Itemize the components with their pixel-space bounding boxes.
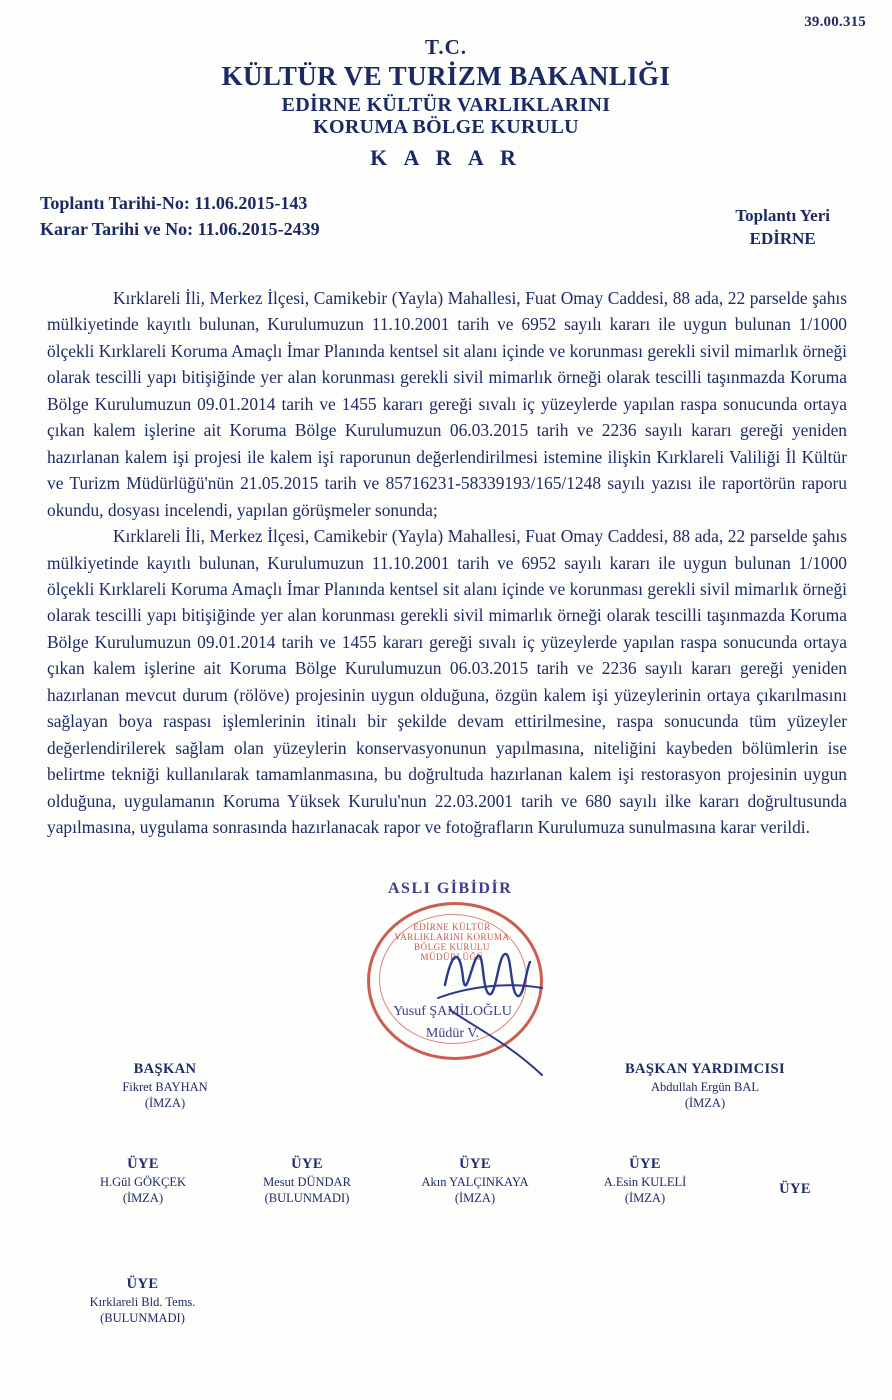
stamp-ring-text: EDİRNE KÜLTÜR VARLIKLARINI KORUMA BÖLGE KURULU MÜDÜRLÜĞÜ: [394, 922, 510, 962]
header-ministry: KÜLTÜR VE TURİZM BAKANLIĞI: [221, 60, 671, 91]
header-board-line1: EDİRNE KÜLTÜR VARLIKLARINI: [281, 93, 611, 116]
signature-person: H.Gül GÖKÇEK: [99, 1175, 187, 1190]
document-header: [0, 36, 892, 170]
body-paragraph-2: Kırklareli İli, Merkez İlçesi, Camikebir (Yayla) Mahallesi, Fuat Omay Caddesi, 88 ada, 22 parselde şahıs mülkiyetinde kayıtlı bulunan, Kurulumuzun 11.10.2001 tarih ve 6952 sayılı kararı ile uygun bulunan 1/1000 ölçekli Kırklareli Koruma Amaçlı İmar Planında kentsel sit alanı içinde ve korunması gerekli sivil mimarlık örneği olarak tescilli yapı bitişiğinde yer alan korunması gerekli sivil mimarlık örneği olarak tescilli taşınmazda Koruma Bölge Kurulumuzun 09.01.2014 tarih ve 1455 kararı gereği sıvalı iç yüzeylerde yapılan raspa sonucunda ortaya çıkan kalem işlerine ait Koruma Bölge Kurulumuzun 06.03.2015 tarih ve 2236 sayılı kararı gereği yeniden hazırlanan mevcut durum (rölöve) projesinin uygun olduğuna, özgün kalem işi yüzeylerinin ortaya çıkarılmasını sağlayan boya raspası işlemlerinin itinalı bir şekilde devam ettirilmesine, raspa sonucunda tüm yüzeyler değerlendirilerek sağlam olan yüzeylerin konservasyonunun yapılmasına, niteliğini kaybeden bölümlerin ise belirtme tekniği kullanılarak tamamlanmasına, bu doğrultuda hazırlanan kalem işi restorasyon projesinin uygun olduğuna, uygulamanın Koruma Yüksek Kurulu'nun 22.03.2001 tarih ve 680 sayılı ilke kararı doğrultusunda yapılmasına, uygulama sonrasında hazırlanacak rapor ve fotoğrafların Kurulumuza sunulmasına karar verildi.: [47, 526, 847, 838]
signature-role: ÜYE: [127, 1156, 159, 1172]
meeting-place-label: Toplantı Yeri: [735, 206, 830, 225]
signature-person: Abdullah Ergün BAL: [650, 1080, 760, 1095]
signature-person: Fikret BAYHAN: [122, 1080, 208, 1095]
signature-state: (İMZA): [454, 1190, 496, 1205]
signature-role: ÜYE: [779, 1181, 811, 1197]
signature-block-uye-1: [58, 1155, 228, 1206]
meeting-place: [735, 205, 830, 251]
document-body: [47, 285, 847, 841]
signature-block-uye-5: [730, 1180, 860, 1200]
certification-stamp: [360, 880, 590, 1080]
signature-block-uye-6: [50, 1275, 235, 1326]
signature-state: (İMZA): [684, 1095, 726, 1110]
certification-text: ASLI GİBİDİR: [388, 880, 513, 897]
body-paragraph-1: Kırklareli İli, Merkez İlçesi, Camikebir (Yayla) Mahallesi, Fuat Omay Caddesi, 88 ada, 22 parselde şahıs mülkiyetinde kayıtlı bulunan, Kurulumuzun 11.10.2001 tarih ve 6952 sayılı kararı ile uygun bulunan 1/1000 ölçekli Kırklareli Koruma Amaçlı İmar Planında kentsel sit alanı içinde ve korunması gerekli sivil mimarlık örneği olarak tescilli yapı bitişiğinde yer alan korunması gerekli sivil mimarlık örneği olarak tescilli taşınmazda Koruma Bölge Kurulumuzun 09.01.2014 tarih ve 1455 kararı gereği sıvalı iç yüzeylerde yapılan raspa sonucunda ortaya çıkan kalem işlerine ait Koruma Bölge Kurulumuzun 06.03.2015 tarih ve 2236 sayılı kararı gereği yeniden hazırlanan kalem işi projesi ile kalem işi raporunun değerlendirilmesi istemine ilişkin Kırklareli Valiliği İl Kültür ve Turizm Müdürlüğü'nün 21.05.2015 tarih ve 85716231-58339193/165/1248 sayılı yazısı ile raportörün raporu okundu, dosyası incelendi, yapılan görüşmeler sonunda;: [47, 288, 847, 520]
signature-block-uye-3: [385, 1155, 565, 1206]
decision-date-no: Karar Tarihi ve No: 11.06.2015-2439: [40, 219, 320, 240]
stamp-officer-title: Müdür V.: [425, 1026, 480, 1041]
signature-person: Mesut DÜNDAR: [263, 1175, 351, 1190]
signature-block-uye-2: [222, 1155, 392, 1206]
stamp-officer-name: Yusuf ŞAMİLOĞLU: [393, 1004, 512, 1019]
signature-state: (BULUNMADI): [100, 1310, 185, 1325]
signature-block-baskan: [70, 1060, 260, 1111]
document-reference-number: 39.00.315: [804, 14, 866, 30]
signature-role: ÜYE: [126, 1276, 159, 1292]
signature-role: ÜYE: [459, 1156, 491, 1172]
header-doc-type: K A R A R: [370, 144, 522, 170]
signature-block-baskan-yardimcisi: [590, 1060, 820, 1111]
signature-person: Akın YALÇINKAYA: [421, 1175, 529, 1190]
signature-role: BAŞKAN: [133, 1061, 197, 1077]
signature-state: (BULUNMADI): [264, 1190, 350, 1205]
meeting-date-no: Toplantı Tarihi-No: 11.06.2015-143: [40, 193, 308, 213]
meeting-meta: [40, 190, 320, 242]
signature-role: ÜYE: [291, 1156, 323, 1172]
signature-block-uye-4: [560, 1155, 730, 1206]
signature-person: Kırklareli Bld. Tems.: [89, 1295, 196, 1310]
meeting-place-value: EDİRNE: [749, 228, 816, 248]
signature-state: (İMZA): [144, 1095, 186, 1110]
signature-state: (İMZA): [624, 1190, 666, 1205]
signature-role: ÜYE: [629, 1156, 661, 1172]
signature-role: BAŞKAN YARDIMCISI: [624, 1061, 786, 1077]
header-board-line2: KORUMA BÖLGE KURULU: [313, 116, 579, 139]
header-tc: T.C.: [424, 35, 468, 59]
signature-state: (İMZA): [122, 1190, 164, 1205]
signature-person: A.Esin KULELİ: [603, 1175, 687, 1190]
